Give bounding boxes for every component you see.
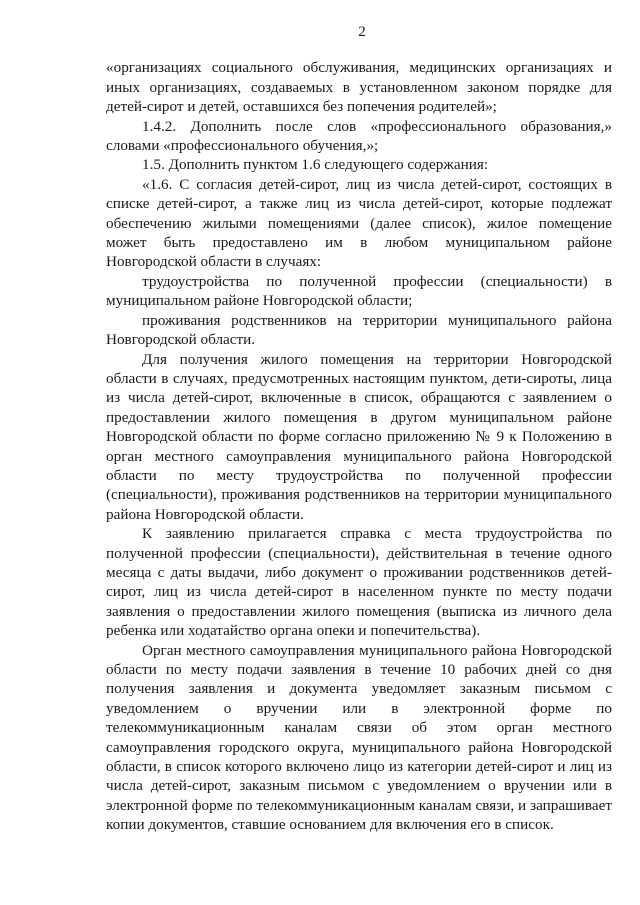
paragraph-authority-notification: Орган местного самоуправления муниципального района Новгородской области по месту подачи заявления в течение 10 рабочих дней со дня получения заявления и документа уведомляет заказным письмом с уведомлением о вручении или в электронной форме по телекоммуникационным каналам связи об этом орган местного самоуправления городского округа, муниципального района Новгородской области, в список которого включено лицо из категории детей-сирот и лиц из числа детей-сирот, заказным письмом с уведомлением о вручении или в электронной форме по телекоммуникационным каналам связи, и запрашивает копии документов, ставшие основанием для включения его в список. (106, 641, 612, 834)
paragraph-attachments: К заявлению прилагается справка с места трудоустройства по полученной профессии (специальности), действительная в течение одного месяца с даты выдачи, либо документ о проживании родственников детей-сирот, лиц из числа детей-сирот в населенном пункте по месту подачи заявления о предоставлении жилого помещения (выписка из личного дела ребенка или ходатайство органа опеки и попечительства). (106, 525, 612, 640)
paragraph-case-relatives: проживания родственников на территории муниципального района Новгородской области. (106, 311, 612, 349)
paragraph-case-employment: трудоустройства по полученной профессии (специальности) в муниципальном районе Новгородской области; (106, 272, 612, 310)
paragraph-application-procedure: Для получения жилого помещения на территории Новгородской области в случаях, предусмотренных настоящим пунктом, дети-сироты, лица из числа детей-сирот, включенные в список, обращаются с заявлением о предоставлении жилого помещения в другом муниципальном районе Новгородской области по форме согласно приложению № 9 к Положению в орган местного самоуправления муниципального района Новгородской области по месту трудоустройства по полученной профессии (специальности), проживания родственников на территории муниципального района Новгородской области. (106, 350, 612, 523)
paragraph-item-1-5: 1.5. Дополнить пунктом 1.6 следующего содержания: (142, 156, 489, 174)
paragraph-item-1-6: «1.6. С согласия детей-сирот, лиц из числа детей-сирот, состоящих в списке детей-сирот, а также лиц из числа детей-сирот, которые подлежат обеспечению жилыми помещениями (далее список), жилое помещение может быть предоставлено им в любом муниципальном районе Новгородской области в случаях: (106, 175, 612, 271)
paragraph-item-1-4-2: 1.4.2. Дополнить после слов «профессионального образования,» словами «профессионального обучения,»; (106, 117, 612, 155)
page-number: 2 (358, 23, 366, 40)
paragraph-continuation: «организациях социального обслуживания, медицинских организациях и иных организациях, создаваемых в установленном законом порядке для детей-сирот и детей, оставшихся без попечения родителей»; (106, 59, 612, 116)
